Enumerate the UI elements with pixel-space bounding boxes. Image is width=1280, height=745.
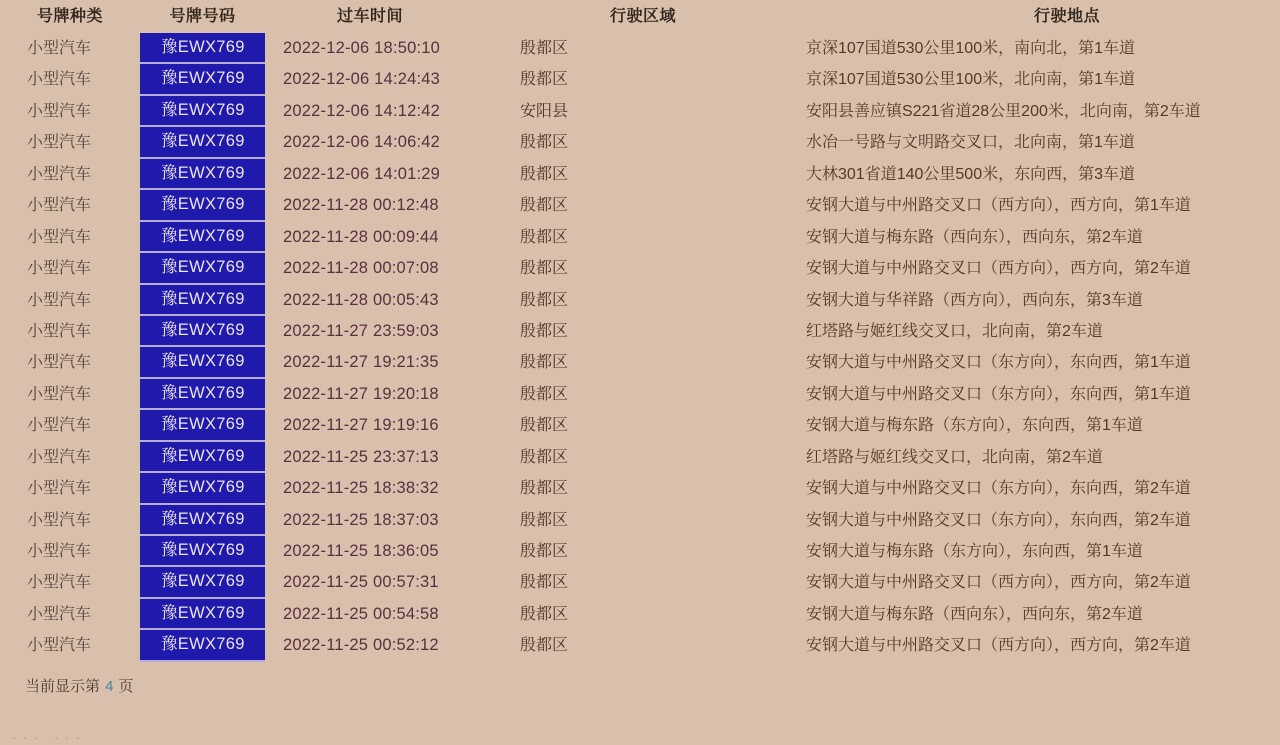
pass-time-cell: 2022-11-27 19:19:16 — [283, 416, 439, 435]
driving-area-cell: 殷都区 — [520, 417, 569, 435]
driving-location-cell: 水冶一号路与文明路交叉口，北向南，第1车道 — [806, 134, 1135, 152]
driving-location-cell: 红塔路与姬红线交叉口，北向南，第2车道 — [806, 322, 1103, 340]
pass-time-cell: 2022-11-25 23:37:13 — [283, 447, 439, 466]
table-row — [0, 536, 1280, 567]
plate-type-cell: 小型汽车 — [27, 511, 92, 529]
driving-area-cell: 殷都区 — [520, 322, 569, 340]
table-body — [0, 33, 1280, 662]
driving-area-cell: 殷都区 — [520, 543, 569, 560]
header-plate-number: 号牌号码 — [169, 8, 236, 25]
table-row — [0, 222, 1280, 253]
pass-time-cell: 2022-11-25 00:57:31 — [283, 573, 439, 592]
license-plate-cell[interactable]: 豫EWX769 — [140, 96, 265, 127]
driving-location-cell: 安钢大道与中州路交叉口（东方向），东向西，第2车道 — [806, 511, 1191, 529]
driving-area-cell: 安阳县 — [520, 102, 569, 120]
table-row — [0, 505, 1280, 536]
driving-location-cell: 红塔路与姬红线交叉口，北向南，第2车道 — [806, 448, 1103, 466]
driving-area-cell: 殷都区 — [520, 480, 569, 498]
pagination-prefix: 当前显示第 — [25, 678, 101, 695]
license-plate-cell[interactable]: 豫EWX769 — [140, 159, 265, 190]
license-plate-cell[interactable]: 豫EWX769 — [140, 630, 265, 661]
table-row — [0, 410, 1280, 441]
cut-off-bottom-text: ··· ··· — [12, 729, 86, 745]
driving-location-cell: 安钢大道与中州路交叉口（东方向），东向西，第1车道 — [806, 385, 1191, 403]
table-row — [0, 190, 1280, 221]
plate-type-cell: 小型汽车 — [27, 260, 92, 278]
driving-location-cell: 大林301省道140公里500米，东向西，第3车道 — [806, 165, 1135, 183]
table-row — [0, 127, 1280, 158]
driving-location-cell: 安钢大道与梅东路（西向东），西向东，第2车道 — [806, 228, 1143, 246]
driving-area-cell: 殷都区 — [520, 385, 569, 403]
plate-type-cell: 小型汽车 — [27, 637, 92, 655]
plate-type-cell: 小型汽车 — [27, 40, 92, 57]
license-plate-cell[interactable]: 豫EWX769 — [140, 253, 265, 284]
license-plate-cell[interactable]: 豫EWX769 — [140, 347, 265, 378]
plate-type-cell: 小型汽车 — [27, 354, 92, 372]
pass-time-cell: 2022-11-27 19:21:35 — [283, 353, 439, 372]
license-plate-cell[interactable]: 豫EWX769 — [140, 599, 265, 630]
driving-area-cell: 殷都区 — [520, 605, 569, 623]
header-plate-type: 号牌种类 — [36, 8, 103, 25]
plate-type-cell: 小型汽车 — [27, 197, 92, 215]
plate-type-cell: 小型汽车 — [27, 574, 92, 592]
driving-location-cell: 安钢大道与华祥路（西方向），西向东，第3车道 — [806, 291, 1143, 309]
pagination-status — [25, 676, 133, 698]
table-row — [0, 473, 1280, 504]
table-header — [0, 0, 1280, 33]
plate-type-cell: 小型汽车 — [27, 291, 92, 309]
pagination-suffix: 页 — [118, 678, 134, 695]
driving-area-cell: 殷都区 — [520, 354, 569, 372]
driving-location-cell: 安钢大道与中州路交叉口（西方向），西方向，第1车道 — [806, 197, 1191, 215]
pass-time-cell: 2022-11-25 18:36:05 — [283, 542, 439, 560]
table-row — [0, 567, 1280, 598]
table-row — [0, 159, 1280, 190]
table-row — [0, 64, 1280, 95]
pass-time-cell: 2022-11-28 00:07:08 — [283, 259, 439, 278]
pass-time-cell: 2022-12-06 14:01:29 — [283, 164, 441, 183]
pass-time-cell: 2022-12-06 18:50:10 — [283, 39, 441, 57]
table-row — [0, 599, 1280, 630]
header-driving-area: 行驶区域 — [609, 8, 676, 25]
driving-area-cell: 殷都区 — [520, 197, 569, 215]
plate-type-cell: 小型汽车 — [27, 322, 92, 340]
license-plate-cell[interactable]: 豫EWX769 — [140, 379, 265, 410]
driving-location-cell: 安钢大道与中州路交叉口（西方向），西方向，第2车道 — [806, 574, 1191, 592]
table-row — [0, 347, 1280, 378]
plate-type-cell: 小型汽车 — [27, 605, 92, 623]
driving-area-cell: 殷都区 — [520, 637, 569, 655]
driving-area-cell: 殷都区 — [520, 574, 569, 592]
license-plate-cell[interactable]: 豫EWX769 — [140, 536, 265, 567]
license-plate-cell[interactable]: 豫EWX769 — [140, 567, 265, 598]
driving-location-cell: 京深107国道530公里100米，南向北，第1车道 — [806, 40, 1135, 57]
table-row — [0, 96, 1280, 127]
pass-time-cell: 2022-11-25 18:38:32 — [283, 479, 439, 498]
plate-type-cell: 小型汽车 — [27, 543, 92, 560]
driving-area-cell: 殷都区 — [520, 511, 569, 529]
pass-time-cell: 2022-11-27 19:20:18 — [283, 384, 439, 403]
pass-time-cell: 2022-12-06 14:24:43 — [283, 70, 441, 89]
license-plate-cell[interactable]: 豫EWX769 — [140, 505, 265, 536]
driving-location-cell: 安钢大道与中州路交叉口（西方向），西方向，第2车道 — [806, 637, 1191, 655]
plate-type-cell: 小型汽车 — [27, 448, 92, 466]
plate-type-cell: 小型汽车 — [27, 480, 92, 498]
driving-location-cell: 安钢大道与梅东路（东方向），东向西，第1车道 — [806, 417, 1143, 435]
driving-location-cell: 京深107国道530公里100米，北向南，第1车道 — [806, 71, 1135, 89]
plate-type-cell: 小型汽车 — [27, 228, 92, 246]
license-plate-cell[interactable]: 豫EWX769 — [140, 222, 265, 253]
license-plate-cell[interactable]: 豫EWX769 — [140, 442, 265, 473]
driving-area-cell: 殷都区 — [520, 71, 569, 89]
table-row — [0, 33, 1280, 64]
table-row — [0, 285, 1280, 316]
pass-time-cell: 2022-11-28 00:09:44 — [283, 227, 439, 246]
driving-area-cell: 殷都区 — [520, 260, 569, 278]
driving-location-cell: 安阳县善应镇S221省道28公里200米，北向南，第2车道 — [806, 102, 1201, 120]
plate-type-cell: 小型汽车 — [27, 417, 92, 435]
license-plate-cell[interactable]: 豫EWX769 — [140, 127, 265, 158]
driving-area-cell: 殷都区 — [520, 291, 569, 309]
driving-location-cell: 安钢大道与中州路交叉口（西方向），西方向，第2车道 — [806, 260, 1191, 278]
table-row — [0, 379, 1280, 410]
table-row — [0, 442, 1280, 473]
header-driving-location: 行驶地点 — [1033, 8, 1100, 25]
driving-area-cell: 殷都区 — [520, 40, 569, 57]
driving-location-cell: 安钢大道与中州路交叉口（东方向），东向西，第1车道 — [806, 354, 1191, 372]
driving-area-cell: 殷都区 — [520, 448, 569, 466]
driving-location-cell: 安钢大道与梅东路（东方向），东向西，第1车道 — [806, 543, 1143, 560]
pass-time-cell: 2022-11-28 00:05:43 — [283, 290, 439, 309]
current-page-number: 4 — [105, 678, 114, 695]
plate-type-cell: 小型汽车 — [27, 385, 92, 403]
pass-time-cell: 2022-11-25 18:37:03 — [283, 510, 439, 529]
license-plate-cell[interactable]: 豫EWX769 — [140, 190, 265, 221]
driving-location-cell: 安钢大道与中州路交叉口（东方向），东向西，第2车道 — [806, 480, 1191, 498]
pass-time-cell: 2022-11-28 00:12:48 — [283, 196, 439, 215]
table-row — [0, 253, 1280, 284]
license-plate-cell[interactable]: 豫EWX769 — [140, 64, 265, 95]
pass-time-cell: 2022-11-25 00:52:12 — [283, 636, 439, 655]
license-plate-cell[interactable]: 豫EWX769 — [140, 410, 265, 441]
pass-time-cell: 2022-11-25 00:54:58 — [283, 604, 439, 623]
license-plate-cell[interactable]: 豫EWX769 — [140, 316, 265, 347]
license-plate-cell[interactable]: 豫EWX769 — [140, 285, 265, 316]
driving-area-cell: 殷都区 — [520, 134, 569, 152]
license-plate-cell[interactable]: 豫EWX769 — [140, 473, 265, 504]
driving-location-cell: 安钢大道与梅东路（西向东），西向东，第2车道 — [806, 605, 1143, 623]
driving-area-cell: 殷都区 — [520, 228, 569, 246]
pass-time-cell: 2022-12-06 14:06:42 — [283, 133, 441, 152]
pass-time-cell: 2022-11-27 23:59:03 — [283, 321, 439, 340]
driving-area-cell: 殷都区 — [520, 165, 569, 183]
table-row — [0, 316, 1280, 347]
header-pass-time: 过车时间 — [336, 8, 403, 25]
pass-time-cell: 2022-12-06 14:12:42 — [283, 101, 441, 120]
license-plate-cell[interactable]: 豫EWX769 — [140, 33, 265, 64]
plate-type-cell: 小型汽车 — [27, 134, 92, 152]
table-row — [0, 630, 1280, 661]
plate-type-cell: 小型汽车 — [27, 165, 92, 183]
plate-type-cell: 小型汽车 — [27, 71, 92, 89]
plate-type-cell: 小型汽车 — [27, 102, 92, 120]
